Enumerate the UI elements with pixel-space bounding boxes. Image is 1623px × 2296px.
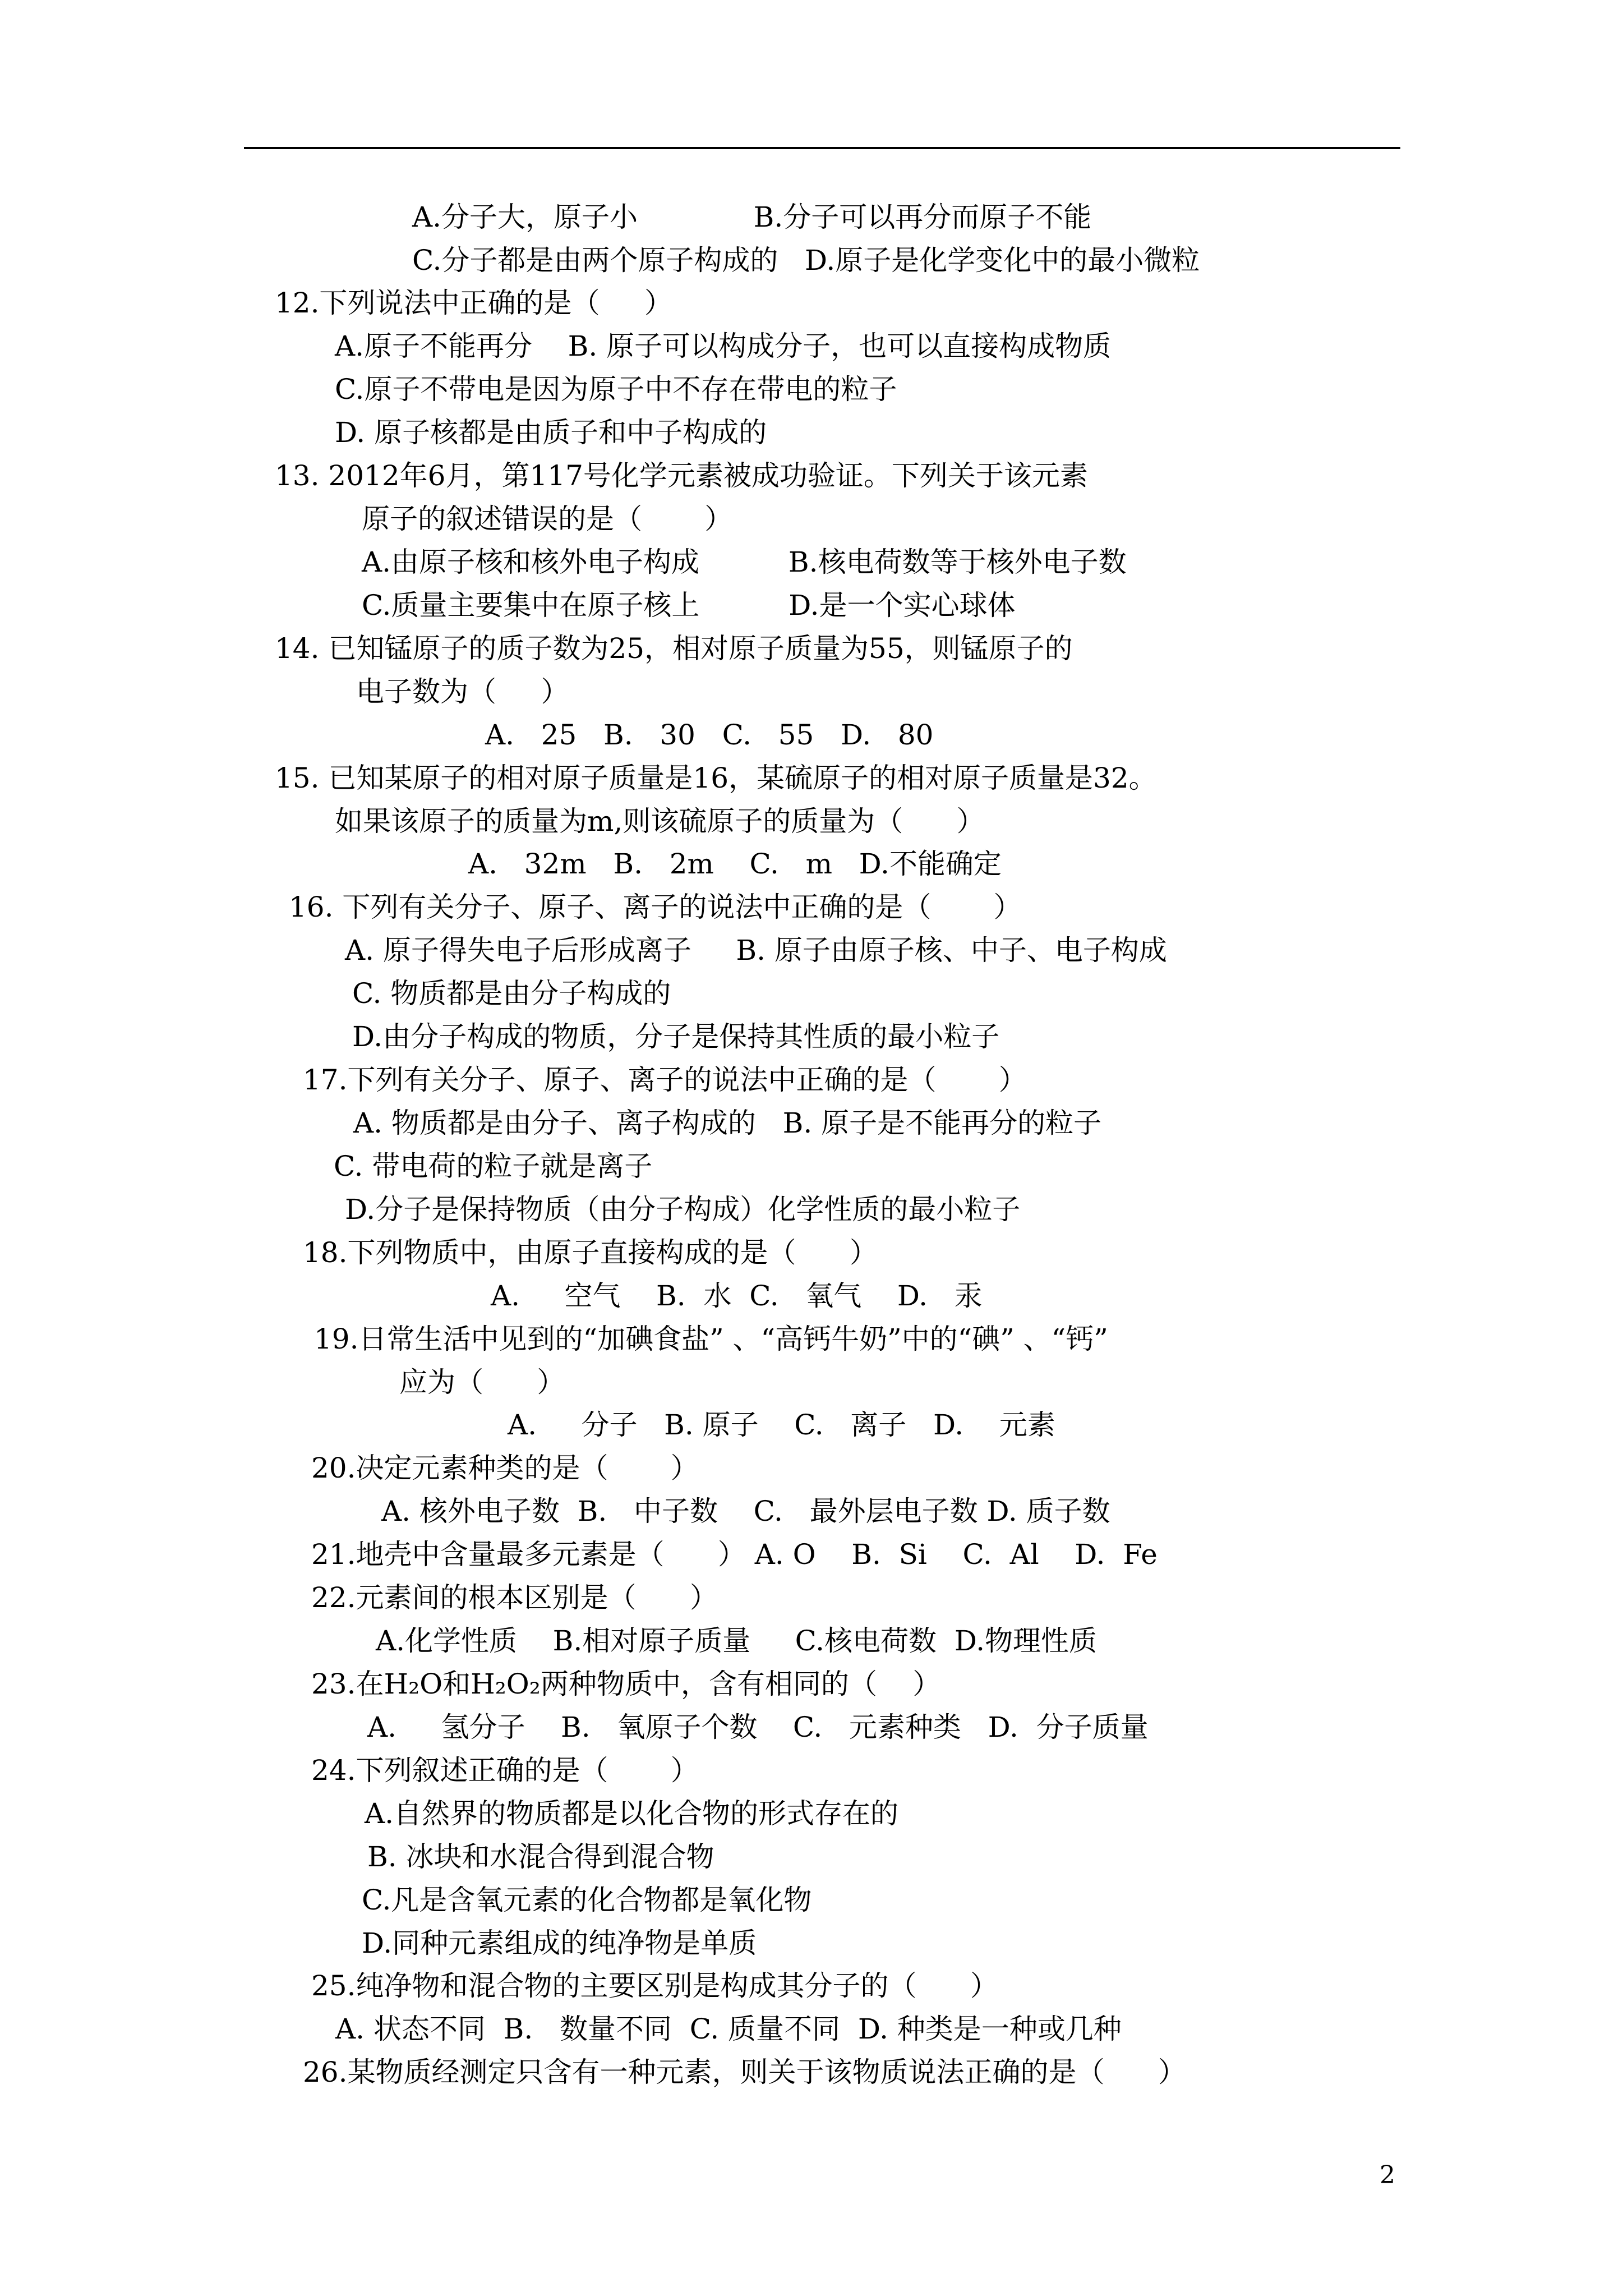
q25-question: 25.纯净物和混合物的主要区别是构成其分子的（ ） (311, 1970, 998, 2002)
q16-option-c: C. 物质都是由分子构成的 (352, 977, 671, 1010)
q14-options: A. 25 B. 30 C. 55 D. 80 (485, 719, 934, 751)
q11-options-ab: A.分子大，原子小 B.分子可以再分而原子不能 (412, 201, 1092, 233)
q15-question: 15. 已知某原子的相对原子质量是16，某硫原子的相对原子质量是32。 (275, 762, 1157, 794)
q17-option-c: C. 带电荷的粒子就是离子 (334, 1150, 653, 1182)
q19-question-cont: 应为（ ） (399, 1366, 565, 1398)
q16-options-ab: A. 原子得失电子后形成离子 B. 原子由原子核、中子、电子构成 (345, 934, 1167, 967)
q15-question-cont: 如果该原子的质量为m,则该硫原子的质量为（ ） (335, 805, 985, 838)
q19-question: 19.日常生活中见到的“加碘食盐” 、“高钙牛奶”中的“碘” 、“钙” (314, 1323, 1108, 1355)
q12-options-ab: A.原子不能再分 B. 原子可以构成分子，也可以直接构成物质 (335, 330, 1112, 362)
q22-options: A.化学性质 B.相对原子质量 C.核电荷数 D.物理性质 (376, 1625, 1098, 1657)
q20-question: 20.决定元素种类的是（ ） (311, 1452, 699, 1484)
q16-option-d: D.由分子构成的物质，分子是保持其性质的最小粒子 (352, 1020, 1000, 1053)
q19-options: A. 分子 B. 原子 C. 离子 D. 元素 (508, 1409, 1055, 1441)
header-rule (244, 147, 1400, 149)
q13-question: 13. 2012年6月，第117号化学元素被成功验证。下列关于该元素 (275, 459, 1088, 492)
q22-question: 22.元素间的根本区别是（ ） (311, 1581, 718, 1614)
q24-option-d: D.同种元素组成的纯净物是单质 (362, 1927, 757, 1959)
q24-option-b: B. 冰块和水混合得到混合物 (367, 1841, 714, 1873)
q18-options: A. 空气 B. 水 C. 氧气 D. 汞 (491, 1280, 983, 1312)
q24-question: 24.下列叙述正确的是（ ） (311, 1754, 699, 1787)
q24-option-c: C.凡是含氧元素的化合物都是氧化物 (362, 1884, 812, 1916)
q24-option-a: A.自然界的物质都是以化合物的形式存在的 (365, 1797, 899, 1830)
q20-options: A. 核外电子数 B. 中子数 C. 最外层电子数 D. 质子数 (381, 1495, 1110, 1527)
q26-question: 26.某物质经测定只含有一种元素，则关于该物质说法正确的是（ ） (303, 2056, 1186, 2088)
q17-question: 17.下列有关分子、原子、离子的说法中正确的是（ ） (303, 1064, 1027, 1096)
q23-question: 23.在H₂O和H₂O₂两种物质中，含有相同的（ ） (311, 1668, 941, 1700)
q16-question: 16. 下列有关分子、原子、离子的说法中正确的是（ ） (289, 891, 1022, 923)
q14-question: 14. 已知锰原子的质子数为25，相对原子质量为55，则锰原子的 (275, 632, 1073, 665)
q23-options: A. 氢分子 B. 氧原子个数 C. 元素种类 D. 分子质量 (367, 1711, 1149, 1743)
q12-option-d: D. 原子核都是由质子和中子构成的 (335, 416, 767, 449)
q13-options-cd: C.质量主要集中在原子核上 D.是一个实心球体 (362, 589, 1016, 622)
page-number: 2 (1380, 2161, 1395, 2189)
q17-option-d: D.分子是保持物质（由分子构成）化学性质的最小粒子 (345, 1193, 1021, 1226)
q25-options: A. 状态不同 B. 数量不同 C. 质量不同 D. 种类是一种或几种 (335, 2013, 1122, 2045)
q18-question: 18.下列物质中，由原子直接构成的是（ ） (303, 1236, 878, 1269)
q14-question-cont: 电子数为（ ） (356, 675, 569, 708)
q15-options: A. 32m B. 2m C. m D.不能确定 (468, 848, 1002, 880)
q21-question: 21.地壳中含量最多元素是（ ） A. O B. Si C. Al D. Fe (311, 1538, 1158, 1571)
q13-question-cont: 原子的叙述错误的是（ ） (362, 503, 733, 535)
q12-option-c: C.原子不带电是因为原子中不存在带电的粒子 (335, 373, 897, 406)
q13-options-ab: A.由原子核和核外电子构成 B.核电荷数等于核外电子数 (362, 546, 1127, 578)
q17-options-ab: A. 物质都是由分子、离子构成的 B. 原子是不能再分的粒子 (353, 1107, 1102, 1139)
q11-options-cd: C.分子都是由两个原子构成的 D.原子是化学变化中的最小微粒 (412, 244, 1200, 277)
q12-question: 12.下列说法中正确的是（ ） (275, 287, 672, 319)
